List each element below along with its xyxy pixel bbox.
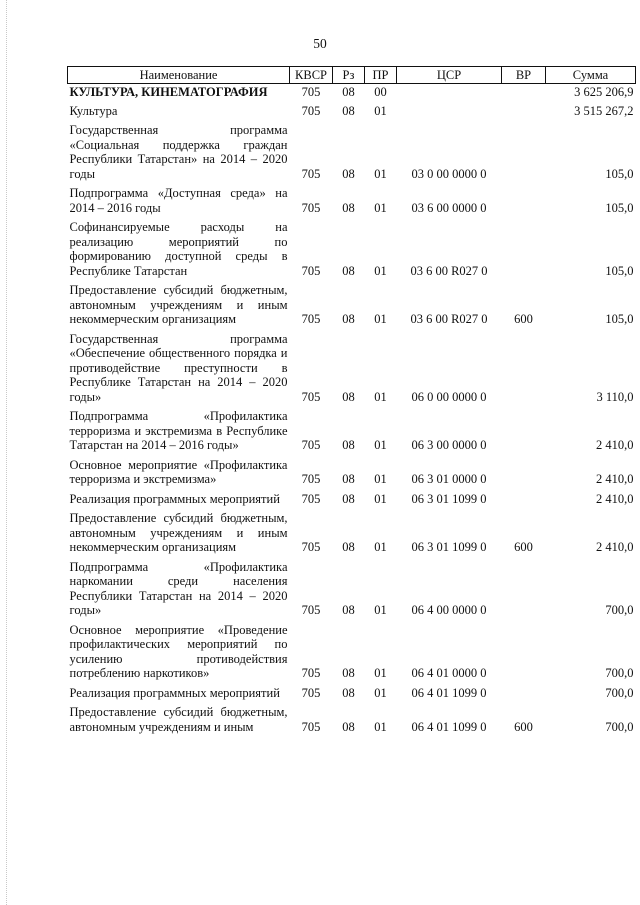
- cell-csr: [397, 103, 502, 122]
- cell-rz: 08: [342, 166, 355, 181]
- cell-rz: 08: [342, 263, 355, 278]
- cell-csr: 03 6 00 R027 0: [410, 263, 488, 278]
- cell-kvsr: 705: [301, 719, 321, 734]
- cell-pr: 01: [374, 166, 387, 181]
- cell-kvsr: 705: [301, 472, 321, 486]
- cell-csr: 06 3 01 1099 0: [411, 540, 487, 554]
- cell-sum: 3 515 267,2: [574, 103, 634, 118]
- table-row: [68, 218, 636, 281]
- cell-kvsr: 705: [301, 263, 321, 278]
- cell-sum: 700,0: [605, 685, 634, 700]
- cell-sum: 2 410,0: [596, 540, 634, 554]
- cell-rz: 08: [342, 85, 355, 99]
- cell-sum: 2 410,0: [596, 491, 634, 506]
- cell-rz: 08: [342, 540, 355, 554]
- cell-vr: [502, 218, 546, 281]
- cell-csr: 03 6 00 0000 0: [411, 200, 487, 215]
- cell-kvsr: 705: [301, 666, 321, 680]
- cell-rz: 08: [342, 312, 355, 326]
- cell-sum: 2 410,0: [596, 472, 634, 486]
- cell-pr: 01: [374, 685, 387, 700]
- cell-name: Предоставление субсидий бюджетным, автономным учреждениям и иным некоммерческим организациям: [69, 511, 288, 554]
- table-row: [68, 558, 636, 621]
- cell-sum: 105,0: [605, 200, 634, 215]
- cell-rz: 08: [342, 103, 355, 118]
- cell-csr: 06 0 00 0000 0: [411, 389, 487, 404]
- cell-vr: [502, 407, 546, 456]
- cell-vr: [502, 684, 546, 704]
- table-row: [68, 684, 636, 704]
- header-pr: ПР: [365, 67, 397, 84]
- cell-csr: 06 4 01 1099 0: [411, 685, 487, 700]
- cell-name: Основное мероприятие «Профилактика терроризма и экстремизма»: [69, 457, 288, 486]
- header-rz: Рз: [333, 67, 365, 84]
- cell-name: Основное мероприятие «Проведение профилактических мероприятий по усилению противодействия потреблению наркотиков»: [69, 622, 288, 680]
- table-row: [68, 84, 636, 103]
- cell-vr: 600: [514, 540, 533, 554]
- cell-csr: 06 4 01 0000 0: [411, 666, 487, 680]
- cell-name: Культура: [69, 103, 118, 118]
- table-row: [68, 330, 636, 408]
- cell-vr: [502, 456, 546, 490]
- cell-rz: 08: [342, 666, 355, 680]
- cell-pr: 01: [374, 103, 387, 118]
- cell-csr: 06 3 01 1099 0: [411, 491, 487, 506]
- header-vr: ВР: [502, 67, 546, 84]
- cell-vr: [502, 121, 546, 184]
- cell-csr: [397, 84, 502, 103]
- cell-csr: 06 4 00 0000 0: [411, 603, 487, 617]
- cell-pr: 01: [374, 200, 387, 215]
- cell-vr: [502, 330, 546, 408]
- cell-rz: 08: [342, 719, 355, 734]
- cell-sum: 105,0: [605, 166, 634, 181]
- cell-sum: 700,0: [605, 666, 634, 680]
- cell-kvsr: 705: [301, 685, 321, 700]
- cell-rz: 08: [342, 200, 355, 215]
- cell-vr: [502, 103, 546, 122]
- table-row: [68, 490, 636, 510]
- cell-csr: 03 0 00 0000 0: [411, 166, 487, 181]
- cell-sum: 2 410,0: [596, 438, 634, 452]
- left-margin-guide: [6, 0, 7, 905]
- cell-name: КУЛЬТУРА, КИНЕМАТОГРАФИЯ: [69, 85, 268, 99]
- cell-pr: 01: [374, 438, 387, 452]
- cell-vr: [502, 621, 546, 684]
- header-csr: ЦСР: [397, 67, 502, 84]
- cell-name: Реализация программных мероприятий: [69, 491, 280, 506]
- cell-vr: 600: [514, 719, 533, 734]
- cell-rz: 08: [342, 491, 355, 506]
- page-number: 50: [313, 36, 327, 51]
- cell-vr: [502, 84, 546, 103]
- cell-sum: 700,0: [605, 719, 634, 734]
- cell-pr: 01: [374, 263, 387, 278]
- cell-sum: 105,0: [605, 312, 634, 326]
- cell-rz: 08: [342, 472, 355, 486]
- cell-name: Подпрограмма «Доступная среда» на 2014 – 2016 годы: [69, 186, 288, 215]
- cell-name: Государственная программа «Социальная поддержка граждан Республики Татарстан» на 2014 – 2020 годы: [69, 123, 288, 181]
- cell-pr: 01: [374, 472, 387, 486]
- cell-kvsr: 705: [301, 166, 321, 181]
- table-header: [68, 67, 636, 84]
- header-row: [68, 67, 636, 84]
- cell-rz: 08: [342, 389, 355, 404]
- cell-csr: 06 4 01 1099 0: [411, 719, 487, 734]
- cell-name: Государственная программа «Обеспечение общественного порядка и противодействие преступности в Республике Татарстан на 2014 – 2020 годы»: [69, 331, 288, 404]
- cell-sum: 3 625 206,9: [574, 85, 634, 99]
- cell-vr: [502, 490, 546, 510]
- cell-kvsr: 705: [301, 103, 321, 118]
- table-row: [68, 407, 636, 456]
- cell-kvsr: 705: [301, 312, 321, 326]
- cell-rz: 08: [342, 685, 355, 700]
- cell-pr: 01: [374, 719, 387, 734]
- cell-pr: 01: [374, 666, 387, 680]
- cell-csr: 06 3 01 0000 0: [411, 472, 487, 486]
- cell-name: Софинансируемые расходы на реализацию мероприятий по формированию доступной среды в Республике Татарстан: [69, 220, 288, 278]
- cell-kvsr: 705: [301, 438, 321, 452]
- cell-kvsr: 705: [301, 491, 321, 506]
- cell-name: Подпрограмма «Профилактика наркомании среди населения Республики Татарстан на 2014 – 2020 годы»: [69, 559, 288, 617]
- table-row: [68, 281, 636, 330]
- cell-csr: 03 6 00 R027 0: [410, 312, 488, 326]
- cell-rz: 08: [342, 438, 355, 452]
- cell-name: Предоставление субсидий бюджетным, автономным учреждениям и иным: [69, 705, 288, 734]
- table-row: [68, 621, 636, 684]
- cell-pr: 01: [374, 540, 387, 554]
- table-row: [68, 121, 636, 184]
- cell-pr: 01: [374, 491, 387, 506]
- cell-kvsr: 705: [301, 85, 321, 99]
- cell-name: Предоставление субсидий бюджетным, автономным учреждениям и иным некоммерческим организациям: [69, 283, 288, 326]
- table-row: [68, 184, 636, 218]
- header-kvsr: КВСР: [290, 67, 333, 84]
- cell-pr: 01: [374, 603, 387, 617]
- cell-vr: [502, 558, 546, 621]
- cell-csr: 06 3 00 0000 0: [411, 438, 487, 452]
- table-row: [68, 703, 636, 737]
- cell-sum: 3 110,0: [596, 389, 634, 404]
- cell-kvsr: 705: [301, 389, 321, 404]
- header-sum: Сумма: [546, 67, 636, 84]
- table-row: [68, 103, 636, 122]
- cell-pr: 00: [374, 85, 387, 99]
- budget-table: [67, 66, 636, 737]
- cell-vr: 600: [514, 312, 533, 326]
- cell-pr: 01: [374, 312, 387, 326]
- header-name: Наименование: [68, 67, 290, 84]
- cell-sum: 105,0: [605, 263, 634, 278]
- cell-vr: [502, 184, 546, 218]
- table-row: [68, 509, 636, 558]
- cell-pr: 01: [374, 389, 387, 404]
- cell-name: Реализация программных мероприятий: [69, 685, 280, 700]
- cell-name: Подпрограмма «Профилактика терроризма и экстремизма в Республике Татарстан на 2014 – 2016 годы»: [69, 409, 288, 452]
- table-row: [68, 456, 636, 490]
- cell-sum: 700,0: [605, 603, 634, 617]
- cell-rz: 08: [342, 603, 355, 617]
- cell-kvsr: 705: [301, 603, 321, 617]
- table-body: [68, 84, 636, 738]
- cell-kvsr: 705: [301, 200, 321, 215]
- cell-kvsr: 705: [301, 540, 321, 554]
